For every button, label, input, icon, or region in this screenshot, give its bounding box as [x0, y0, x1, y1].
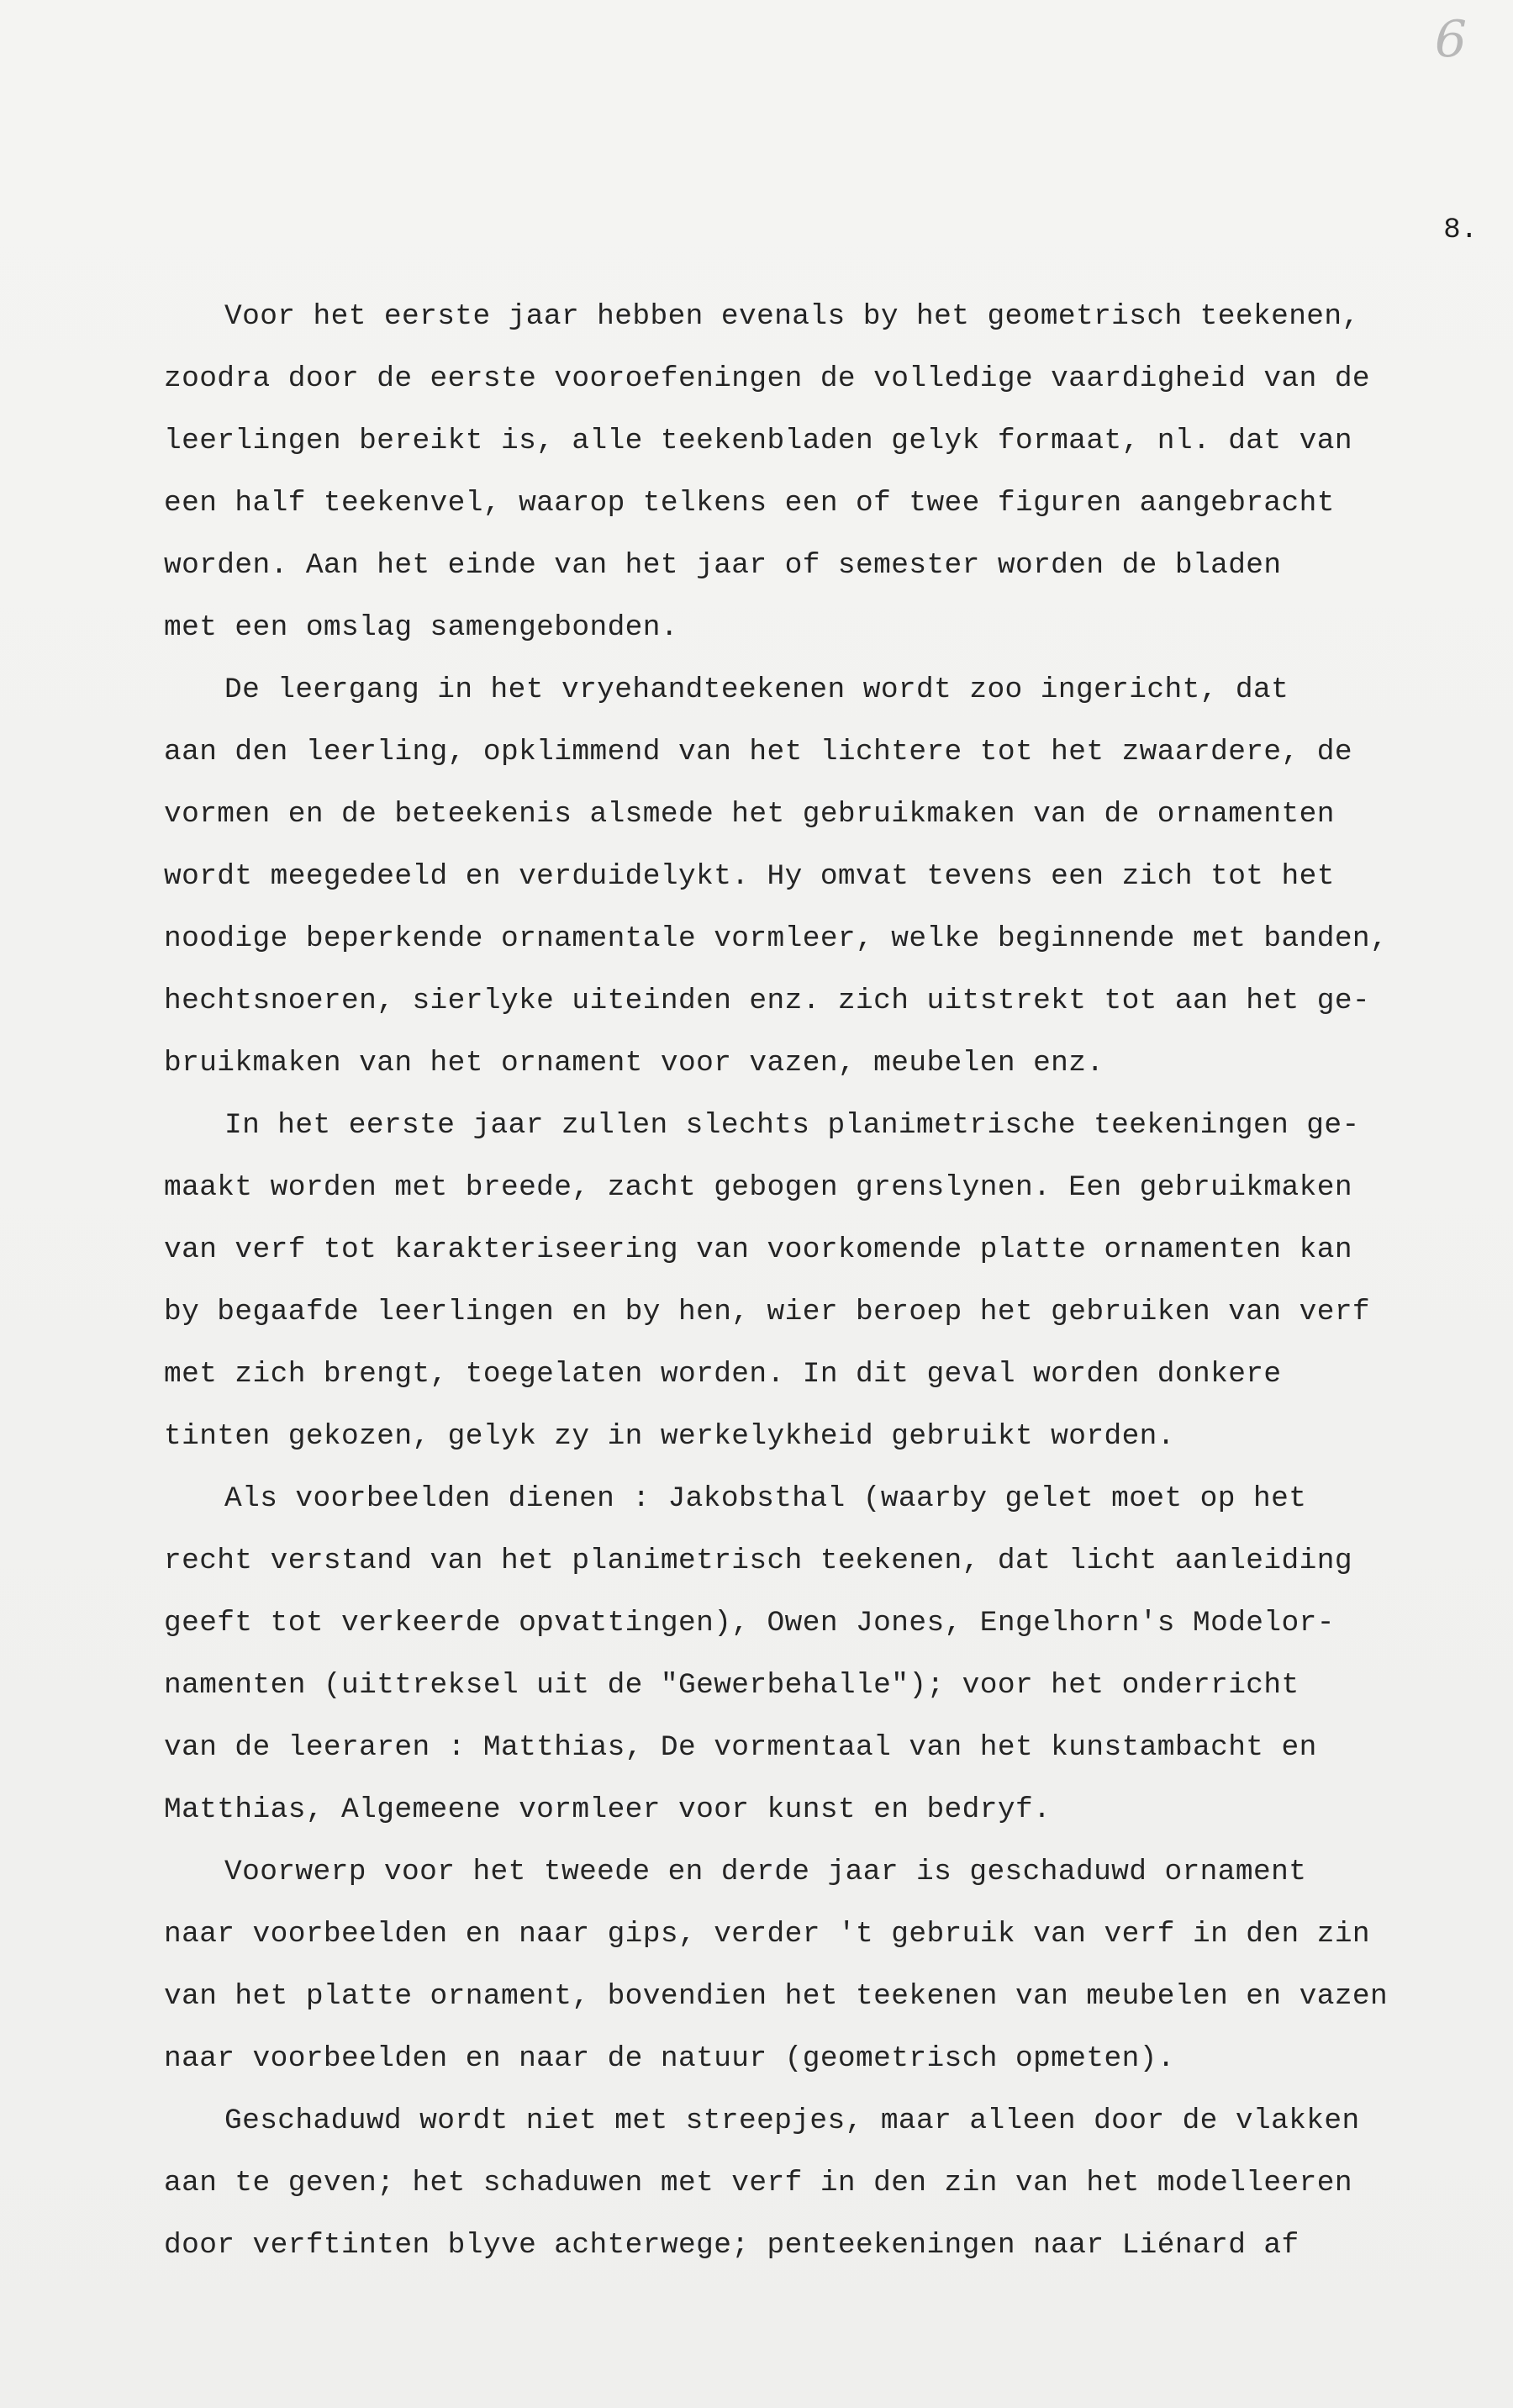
- paragraph-6: [164, 2090, 1492, 2277]
- paragraph-5: [164, 1841, 1492, 2090]
- text-line: Voor het eerste jaar hebben evenals by het geometrisch teekenen,: [224, 300, 1360, 333]
- paragraph-1: [164, 286, 1492, 659]
- text-line: leerlingen bereikt is, alle teekenbladen gelyk formaat, nl. dat van: [164, 425, 1352, 457]
- text-line: In het eerste jaar zullen slechts planimetrische teekeningen ge-: [224, 1109, 1360, 1142]
- text-line: De leergang in het vryehandteekenen wordt zoo ingericht, dat: [224, 673, 1289, 706]
- text-line: zoodra door de eerste vooroefeningen de volledige vaardigheid van de: [164, 362, 1371, 395]
- paragraph-3: [164, 1095, 1492, 1468]
- text-line: maakt worden met breede, zacht gebogen grenslynen. Een gebruikmaken: [164, 1171, 1352, 1204]
- text-line: by begaafde leerlingen en by hen, wier beroep het gebruiken van verf: [164, 1296, 1371, 1328]
- text-line: wordt meegedeeld en verduidelykt. Hy omvat tevens een zich tot het: [164, 860, 1335, 893]
- corner-page-mark: 6: [1434, 10, 1467, 69]
- text-line: recht verstand van het planimetrisch teekenen, dat licht aanleiding: [164, 1545, 1352, 1577]
- text-line: noodige beperkende ornamentale vormleer, welke beginnende met banden,: [164, 922, 1389, 955]
- text-line: met zich brengt, toegelaten worden. In dit geval worden donkere: [164, 1358, 1282, 1391]
- text-line: van verf tot karakteriseering van voorkomende platte ornamenten kan: [164, 1233, 1352, 1266]
- text-line: Als voorbeelden dienen : Jakobsthal (waarby gelet moet op het: [224, 1482, 1307, 1515]
- text-line: aan den leerling, opklimmend van het lichtere tot het zwaardere, de: [164, 736, 1352, 768]
- text-line: namenten (uittreksel uit de "Gewerbehalle"); voor het onderricht: [164, 1669, 1299, 1702]
- text-line: vormen en de beteekenis alsmede het gebruikmaken van de ornamenten: [164, 798, 1335, 831]
- text-line: Geschaduwd wordt niet met streepjes, maar alleen door de vlakken: [224, 2104, 1360, 2137]
- paragraph-2: [164, 659, 1492, 1095]
- text-line: met een omslag samengebonden.: [164, 611, 678, 644]
- text-line: een half teekenvel, waarop telkens een of twee figuren aangebracht: [164, 487, 1335, 520]
- text-line: Voorwerp voor het tweede en derde jaar is geschaduwd ornament: [224, 1856, 1307, 1888]
- text-line: Matthias, Algemeene vormleer voor kunst en bedryf.: [164, 1793, 1052, 1826]
- paragraph-4: [164, 1468, 1492, 1841]
- text-line: geeft tot verkeerde opvattingen), Owen Jones, Engelhorn's Modelor-: [164, 1607, 1335, 1640]
- text-line: van de leeraren : Matthias, De vormentaal van het kunstambacht en: [164, 1731, 1317, 1764]
- text-line: tinten gekozen, gelyk zy in werkelykheid gebruikt worden.: [164, 1420, 1175, 1453]
- body-text: [164, 286, 1492, 2277]
- text-line: hechtsnoeren, sierlyke uiteinden enz. zich uitstrekt tot aan het ge-: [164, 985, 1371, 1017]
- text-line: van het platte ornament, bovendien het teekenen van meubelen en vazen: [164, 1980, 1389, 2013]
- text-line: naar voorbeelden en naar gips, verder 't gebruik van verf in den zin: [164, 1918, 1371, 1951]
- text-line: door verftinten blyve achterwege; penteekeningen naar Liénard af: [164, 2229, 1299, 2262]
- text-line: worden. Aan het einde van het jaar of semester worden de bladen: [164, 549, 1282, 582]
- page-number: 8.: [1443, 214, 1478, 246]
- text-line: aan te geven; het schaduwen met verf in den zin van het modelleeren: [164, 2167, 1352, 2199]
- text-line: bruikmaken van het ornament voor vazen, meubelen enz.: [164, 1047, 1104, 1080]
- text-line: naar voorbeelden en naar de natuur (geometrisch opmeten).: [164, 2042, 1175, 2075]
